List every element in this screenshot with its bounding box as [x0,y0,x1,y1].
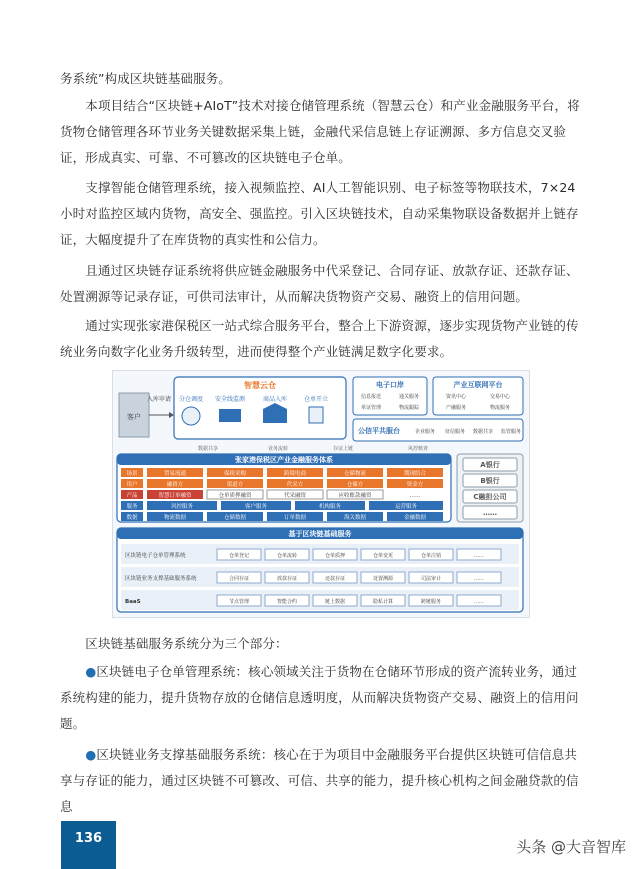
base-cell-1-2: 仓单流转 [276,553,298,559]
paragraph-4: 通过实现张家港保税区一站式综合服务平台，整合上下游资源，逐步实现货物产业链的传统业务向数字化业务升级转型，进而使得整个产业链满足数字化要求。 [60,318,579,359]
flow-label-3: 存证上链 [332,446,354,452]
eport-title: 电子口岸 [376,381,404,389]
finance-row-label-4: 服务 [126,504,138,510]
client-label: 客户 [127,413,141,421]
industry-item-2: 交易中心 [489,394,511,400]
finance-cell-5-4: 海关数据 [343,515,367,521]
base-cell-3-1: 节点管理 [228,599,250,605]
cloud-step-1: 分仓调度 [178,396,204,403]
base-row-1 [121,544,519,564]
finance-cell-5-5: 金融数据 [403,515,427,521]
industry-item-1: 资讯中心 [445,394,467,400]
base-cell-2-3: 还款存证 [324,576,346,582]
bullet-paragraph-1 [60,659,582,737]
base-cell-1-1: 仓单登记 [228,553,250,559]
base-cell-3-4: 隐私计算 [372,599,394,605]
finance-cell-4-2: 客户服务 [244,504,268,510]
bullet-mark-2: ● [85,747,97,762]
base-cell-1-6: …… [474,553,484,559]
flow-label-4: 风控核查 [407,446,429,452]
finance-cell-3-2: 代采融资 [283,493,307,499]
page-number: 136 [74,831,103,846]
paragraph-1: 本项目结合“区块链+AIoT”技术对接仓储管理系统（智慧云仓）和产业金融服务平台，将货物仓储管理各环节业务关键数据采集上链，金融代采信息链上存证溯源、多方信息交叉验证，形成真实、可靠、不可篡改的区块链电子仓单。 [60,98,580,165]
finance-cell-3-3: 应收账款融资 [338,493,372,499]
finance-row-label-5: 数据 [126,515,138,521]
base-cell-1-3: 仓单质押 [324,553,346,559]
bullet-text-2: 区块链业务支撑基础服务系统：核心在于为项目中金融服务平台提供区块链可信信息共享与存证的能力，通过区块链不可篡改、可信、共享的能力，提升核心机构之间金融贷款的信息 [60,747,579,814]
base-row-2 [121,567,519,587]
eport-item-1: 信息报送 [360,394,382,400]
base-row-3-label: BaaS [125,599,141,605]
finance-cell-4-4: 运营服务 [394,504,418,510]
base-cell-3-5: 跨链服务 [420,599,442,605]
bank-a: A银行 [480,461,500,469]
bullet-paragraph-2 [60,742,582,820]
bank-column [457,454,523,522]
industry-platform-title: 产业互联网平台 [453,381,503,389]
eport-item-2: 通关服务 [398,394,420,400]
finance-cell-3-4: …… [409,493,421,499]
finance-cell-5-2: 仓储数据 [223,515,247,521]
finance-cell-5-1: 物流数据 [163,515,187,521]
finance-cell-2-3: 代采方 [286,482,304,488]
finance-cell-2-4: 仓储方 [346,482,364,488]
architecture-diagram [112,370,530,618]
eport-item-4: 物流跟踪 [398,405,420,411]
finance-row-label-2: 用户 [126,482,138,488]
paragraph-3: 且通过区块链存证系统将供应链金融服务中代采登记、合同存证、放款存证、还款存证、处置溯源等记录存证，可供司法审计，从而解决货物资产交易、融资上的信用问题。 [60,263,579,304]
finance-cell-2-2: 渠道方 [226,482,244,488]
finance-cell-4-1: 风控服务 [170,504,194,510]
base-row-3 [121,590,519,610]
cloud-step-3: 商品入库 [262,396,288,403]
bank-c: C融担公司 [473,493,507,501]
finance-cell-2-5: 资金方 [406,482,424,488]
industry-item-3: 产融服务 [445,405,467,411]
base-cell-2-4: 处置溯源 [372,576,394,582]
watermark: 头条 @大音智库 [516,838,626,856]
bank-more: …… [483,509,497,517]
base-cell-2-6: …… [474,576,484,582]
finance-cell-5-3: 订单数据 [283,515,307,521]
base-services-title: 基于区块链基础服务 [288,530,352,538]
public-item-2: 征信服务 [444,429,466,435]
industry-item-4: 物流服务 [489,405,511,411]
paragraph-2: 支撑智能仓储管理系统，接入视频监控、AI人工智能识别、电子标签等物联技术，7×24小时对监控区域内货物，高安全、强监控。引入区块链技术，自动采集物联设备数据并上链存证，大幅度提升了在库货物的真实性和公信力。 [60,180,579,247]
base-cell-2-1: 合同存证 [228,576,250,582]
eport-item-3: 单证管理 [360,405,382,411]
bullet-mark-1: ● [85,664,97,679]
base-row-2-label: 区块链业务支撑基础服务系统 [125,576,197,582]
flow-label-1: 数据共享 [197,446,219,452]
finance-product-highlight: 智慧订单融资 [158,493,192,499]
finance-row-label-3: 产品 [126,493,138,499]
finance-cell-1-3: 跨境电商 [283,471,307,477]
cloud-step-2: 安全线监测 [214,396,246,403]
base-cell-3-2: 智能合约 [276,599,298,605]
public-platform-title: 公信平共服台 [358,427,400,435]
bullet-text-1: 区块链电子仓单管理系统：核心领域关注于货物在仓储环节形成的资产流转业务，通过系统构建的能力，提升货物存放的仓储信息透明度，从而解决货物资产交易、融资上的信用问题。 [60,664,579,731]
inbound-arrow-label: 入库申请 [146,396,172,403]
base-cell-1-5: 仓单注销 [420,553,442,559]
public-item-4: 监管服务 [500,429,522,435]
cloud-step-4: 仓单开立 [303,396,329,403]
finance-cell-2-1: 融资方 [166,482,184,488]
base-cell-3-3: 链上数据 [324,599,346,605]
public-item-3: 数据共享 [472,429,494,435]
finance-cell-1-5: 期现结合 [403,471,427,477]
finance-system-title: 张家港保税区产业金融服务体系 [235,456,333,464]
finance-cell-4-3: 机构服务 [318,504,342,510]
public-item-1: 企业服务 [414,429,436,435]
base-cell-2-5: 司法审计 [420,576,442,582]
cloud-warehouse-title: 智慧云仓 [244,381,276,390]
paragraph-0: 务系统”构成区块链基础服务。 [60,71,232,86]
finance-row-label-1: 场景 [126,471,138,477]
finance-cell-1-2: 保税采购 [223,471,247,477]
finance-cell-1-1: 贸易流通 [163,471,187,477]
finance-cell-1-4: 仓储物流 [343,471,367,477]
flow-label-2: 业务流转 [267,446,289,452]
intro-paragraph: 区块链基础服务系统分为三个部分： [60,636,288,651]
base-row-1-label: 区块链电子仓单管理系统 [125,553,186,559]
base-cell-1-4: 仓单变更 [372,553,394,559]
finance-cell-3-1: 仓单质押融资 [218,493,252,499]
base-cell-2-2: 放款存证 [276,576,298,582]
bank-b: B银行 [480,477,500,485]
base-cell-3-6: …… [474,599,484,605]
